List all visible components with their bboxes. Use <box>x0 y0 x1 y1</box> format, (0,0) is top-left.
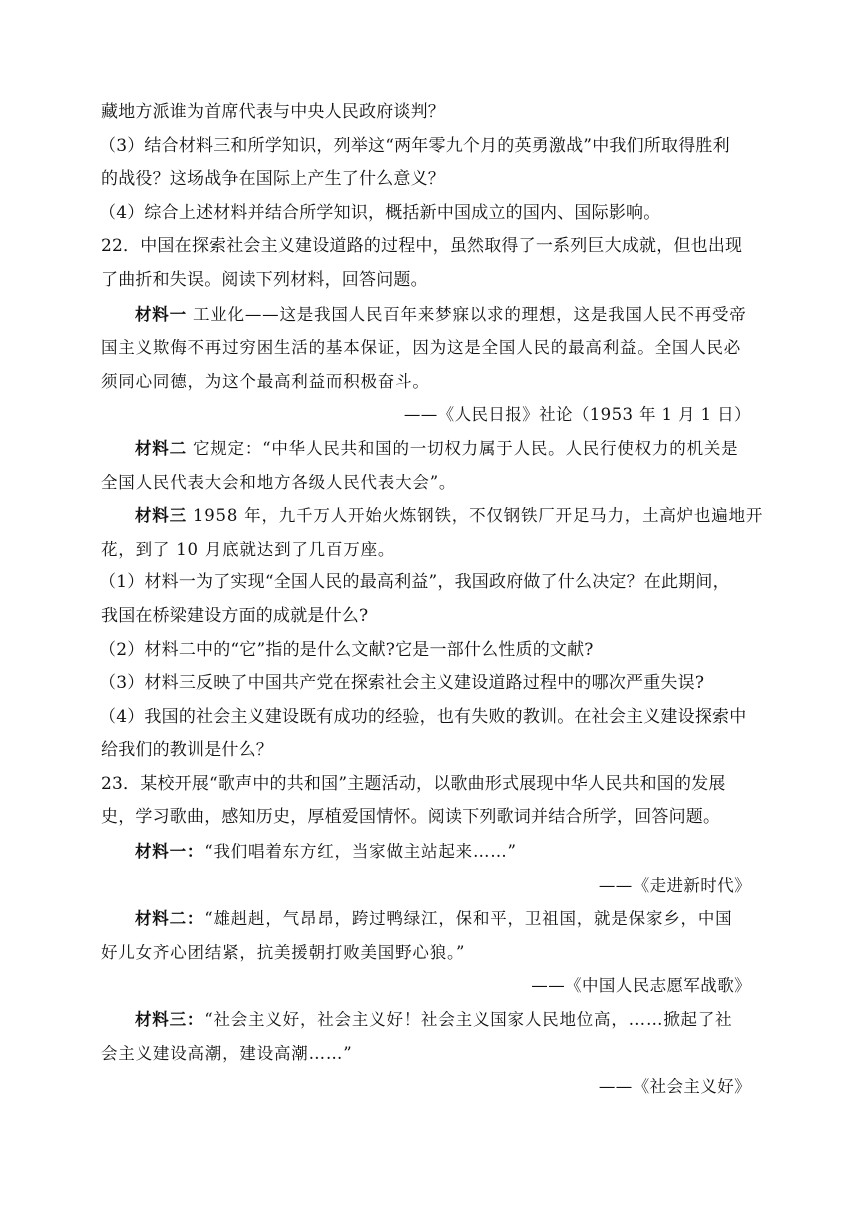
material-text: 工业化——这是我国人民百年来梦寐以求的理想，这是我国人民不再受帝 <box>186 304 747 324</box>
text-line: 史，学习歌曲，感知历史，厚植爱国情怀。阅读下列歌词并结合所学，回答问题。 <box>101 807 721 828</box>
material-line <box>101 835 751 869</box>
material-text: “我们唱着东方红，当家做主站起来……” <box>204 842 517 862</box>
material-line <box>101 902 751 936</box>
source-citation: ——《社会主义好》 <box>598 1077 751 1097</box>
material-line: 好儿女齐心团结紧，抗美援朝打败美国野心狼。” <box>101 942 466 962</box>
source-citation: ——《中国人民志愿军战歌》 <box>531 976 751 996</box>
question-line: （4）综合上述材料并结合所学知识，概括新中国成立的国内、国际影响。 <box>99 202 661 223</box>
text-line: 我国在桥梁建设方面的成就是什么? <box>101 605 369 626</box>
material-line: 国主义欺侮不再过穷困生活的基本保证，因为这是全国人民的最高利益。全国人民必 <box>101 338 742 358</box>
material-label: 材料二 <box>135 438 187 458</box>
material-line <box>101 432 751 466</box>
material-line: 全国人民代表大会和地方各级人民代表大会”。 <box>101 472 457 492</box>
material-line: 花，到了 10 月底就达到了几百万座。 <box>101 539 396 559</box>
material-text: “社会主义好，社会主义好！社会主义国家人民地位高，……掀起了社 <box>204 1010 733 1030</box>
material-label: 材料二： <box>135 909 205 929</box>
material-text: 它规定：“中华人民共和国的一切权力属于人民。人民行使权力的机关是 <box>186 438 739 458</box>
text-line: 23．某校开展“歌声中的共和国”主题活动，以歌曲形式展现中华人民共和国的发展 <box>101 773 726 794</box>
text-line: 22．中国在探索社会主义建设道路的过程中，虽然取得了一系列巨大成就，但也出现 <box>101 236 743 257</box>
text-line: 藏地方派谁为首席代表与中央人民政府谈判？ <box>101 102 445 122</box>
material-text: “雄赳赳，气昂昂，跨过鸭绿江，保和平，卫祖国，就是保家乡，中国 <box>204 909 733 929</box>
source-citation: ——《人民日报》社论（1953 年 1 月 1 日） <box>403 405 751 425</box>
material-line: 须同心同德，为这个最高利益而积极奋斗。 <box>101 371 430 391</box>
material-line <box>101 499 764 533</box>
material-line: 会主义建设高潮，建设高潮……” <box>101 1043 353 1063</box>
material-line <box>101 1003 751 1037</box>
material-label: 材料三 <box>135 506 187 526</box>
question-line: （2）材料二中的“它”指的是什么文献?它是一部什么性质的文献? <box>99 639 594 660</box>
material-line <box>101 298 751 332</box>
document-body <box>99 96 764 1104</box>
question-line: （3）结合材料三和所学知识，列举这“两年零九个月的英勇激战”中我们所取得胜利 <box>99 135 730 156</box>
text-line: 的战役？这场战争在国际上产生了什么意义？ <box>101 169 445 190</box>
material-text: 1958 年，九千万人开始火炼钢铁，不仅钢铁厂开足马力，土高炉也遍地开 <box>186 506 764 526</box>
text-line: 了曲折和失误。阅读下列材料，回答问题。 <box>101 269 428 290</box>
question-line: （4）我国的社会主义建设既有成功的经验，也有失败的教训。在社会主义建设探索中 <box>99 706 747 727</box>
material-label: 材料一： <box>135 842 205 862</box>
question-line: （1）材料一为了实现“全国人民的最高利益”，我国政府做了什么决定？在此期间， <box>99 572 730 593</box>
material-label: 材料一 <box>135 304 187 324</box>
question-line: （3）材料三反映了中国共产党在探索社会主义建设道路过程中的哪次严重失误? <box>99 673 705 694</box>
material-label: 材料三： <box>135 1010 205 1030</box>
text-line: 给我们的教训是什么？ <box>101 740 273 761</box>
source-citation: ——《走进新时代》 <box>598 875 751 895</box>
